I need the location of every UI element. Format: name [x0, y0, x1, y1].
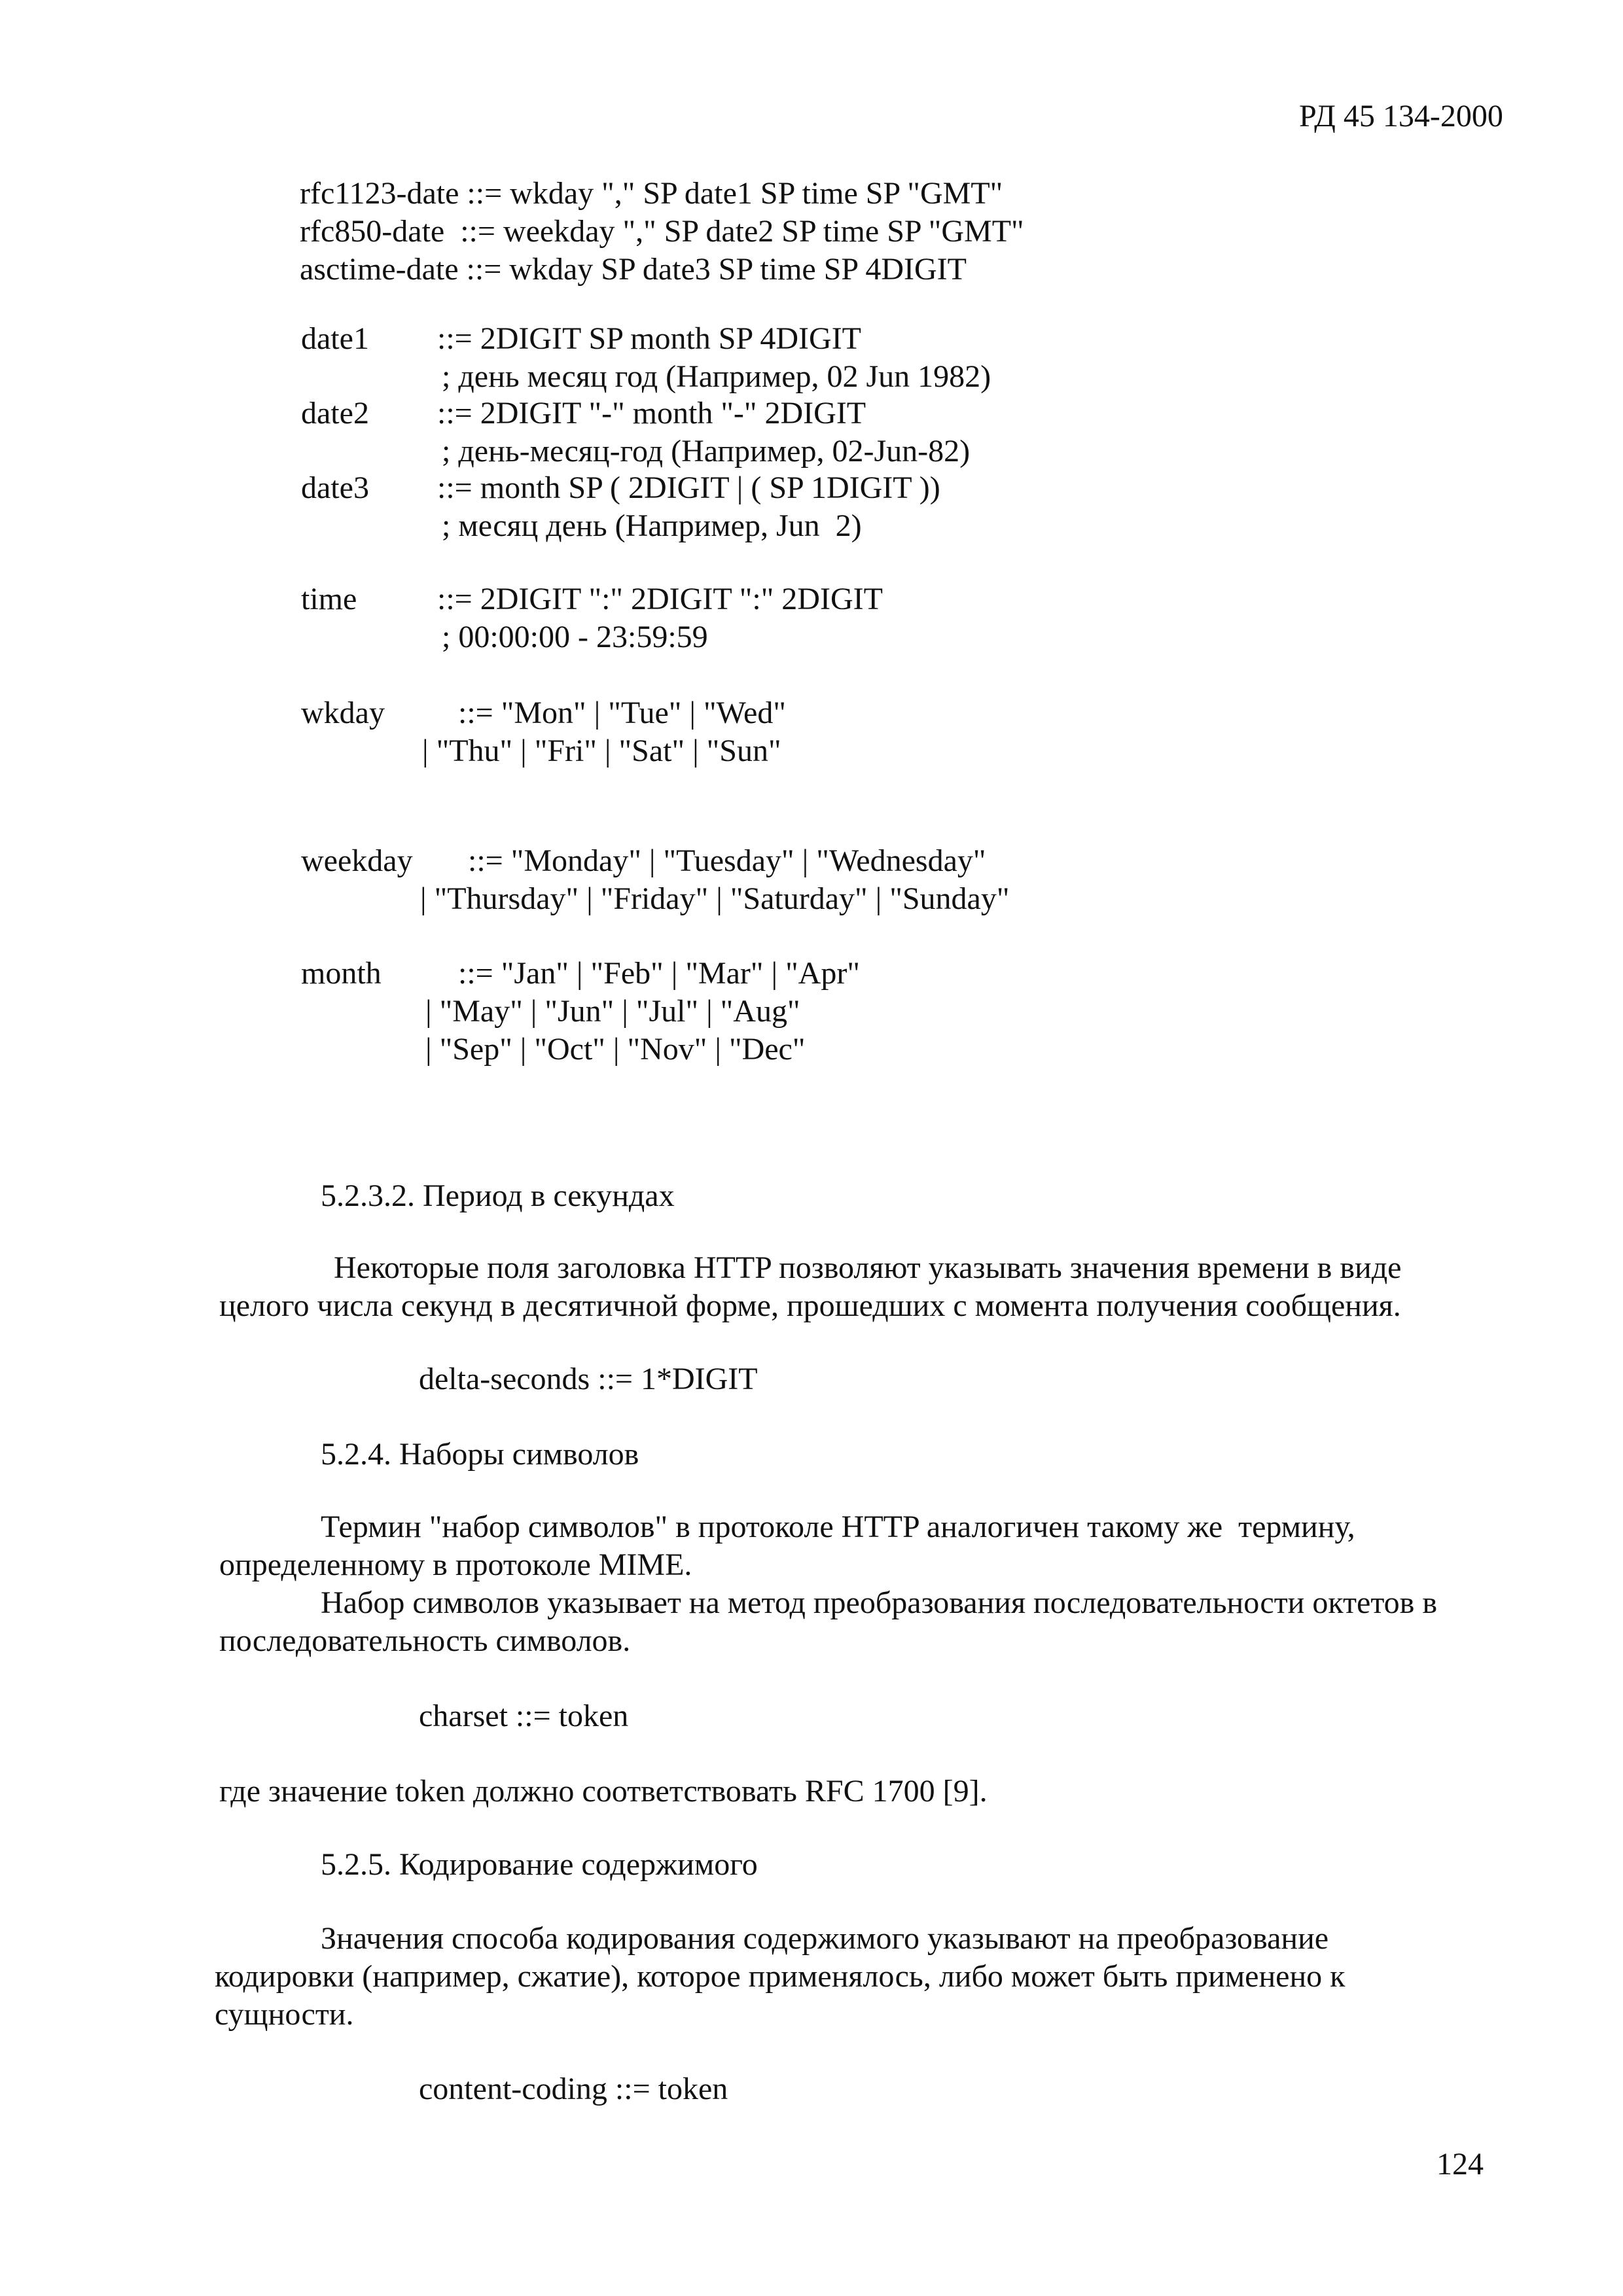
paragraph-525-line2: кодировки (например, сжатие), которое применялось, либо может быть применено к	[215, 1959, 1346, 1994]
paragraph-5232-line1: Некоторые поля заголовка HTTP позволяют указывать значения времени в виде	[334, 1250, 1402, 1285]
rule-content-coding: content-coding ::= token	[419, 2072, 728, 2106]
rule-def-wkday-line2: | "Thu" | "Fri" | "Sat" | "Sun"	[422, 733, 781, 768]
rule-def-month-line2: | "May" | "Jun" | "Jul" | "Aug"	[425, 994, 800, 1029]
rule-name-time: time	[301, 582, 357, 616]
paragraph-525-line3: сущности.	[215, 1997, 354, 2032]
section-heading-5232: 5.2.3.2. Период в секундах	[321, 1178, 675, 1213]
paragraph-525-line1: Значения способа кодирования содержимого указывают на преобразование	[321, 1921, 1329, 1956]
section-heading-525: 5.2.5. Кодирование содержимого	[321, 1847, 758, 1882]
rule-rfc1123-date: rfc1123-date ::= wkday "," SP date1 SP time SP "GMT"	[300, 176, 1003, 211]
rule-def-weekday-line2: | "Thursday" | "Friday" | "Saturday" | "Sunday"	[420, 881, 1010, 916]
paragraph-5232-line2: целого числа секунд в десятичной форме, прошедших с момента получения сообщения.	[219, 1288, 1401, 1323]
comment-time: ; 00:00:00 - 23:59:59	[442, 620, 708, 654]
rule-def-date1: ::= 2DIGIT SP month SP 4DIGIT	[437, 321, 861, 356]
rule-charset: charset ::= token	[419, 1699, 629, 1733]
paragraph-524-2-line1: Набор символов указывает на метод преобразования последовательности октетов в	[321, 1585, 1437, 1620]
comment-date3: ; месяц день (Например, Jun 2)	[442, 508, 862, 543]
rule-name-month: month	[301, 956, 382, 991]
paragraph-524-2-line2: последовательность символов.	[219, 1623, 631, 1658]
paragraph-524-1-line2: определенному в протоколе MIME.	[219, 1547, 692, 1582]
rule-name-weekday: weekday	[301, 843, 413, 878]
rule-name-date1: date1	[301, 321, 369, 356]
rule-def-date3: ::= month SP ( 2DIGIT | ( SP 1DIGIT ))	[437, 470, 940, 505]
comment-date1: ; день месяц год (Например, 02 Jun 1982)	[442, 359, 991, 394]
paragraph-524-1-line1: Термин "набор символов" в протоколе HTTP аналогичен такому же термину,	[321, 1510, 1355, 1544]
rule-def-wkday-line1: ::= "Mon" | "Tue" | "Wed"	[458, 696, 786, 730]
section-heading-524: 5.2.4. Наборы символов	[321, 1437, 639, 1472]
rule-name-wkday: wkday	[301, 696, 385, 730]
page-number: 124	[1436, 2147, 1484, 2181]
rule-delta-seconds: delta-seconds ::= 1*DIGIT	[419, 1362, 758, 1396]
rule-def-time: ::= 2DIGIT ":" 2DIGIT ":" 2DIGIT	[437, 582, 883, 616]
rule-def-month-line3: | "Sep" | "Oct" | "Nov" | "Dec"	[425, 1032, 806, 1067]
document-code: РД 45 134-2000	[1299, 99, 1503, 133]
rule-asctime-date: asctime-date ::= wkday SP date3 SP time SP 4DIGIT	[300, 252, 967, 287]
rule-def-month-line1: ::= "Jan" | "Feb" | "Mar" | "Apr"	[458, 956, 860, 991]
rule-def-weekday-line1: ::= "Monday" | "Tuesday" | "Wednesday"	[468, 843, 986, 878]
note-token-rfc1700: где значение token должно соответствовать RFC 1700 [9].	[219, 1774, 988, 1809]
rule-rfc850-date: rfc850-date ::= weekday "," SP date2 SP time SP "GMT"	[300, 214, 1024, 249]
rule-name-date3: date3	[301, 470, 369, 505]
rule-def-date2: ::= 2DIGIT "-" month "-" 2DIGIT	[437, 396, 866, 431]
comment-date2: ; день-месяц-год (Например, 02-Jun-82)	[442, 434, 971, 468]
rule-name-date2: date2	[301, 396, 369, 431]
